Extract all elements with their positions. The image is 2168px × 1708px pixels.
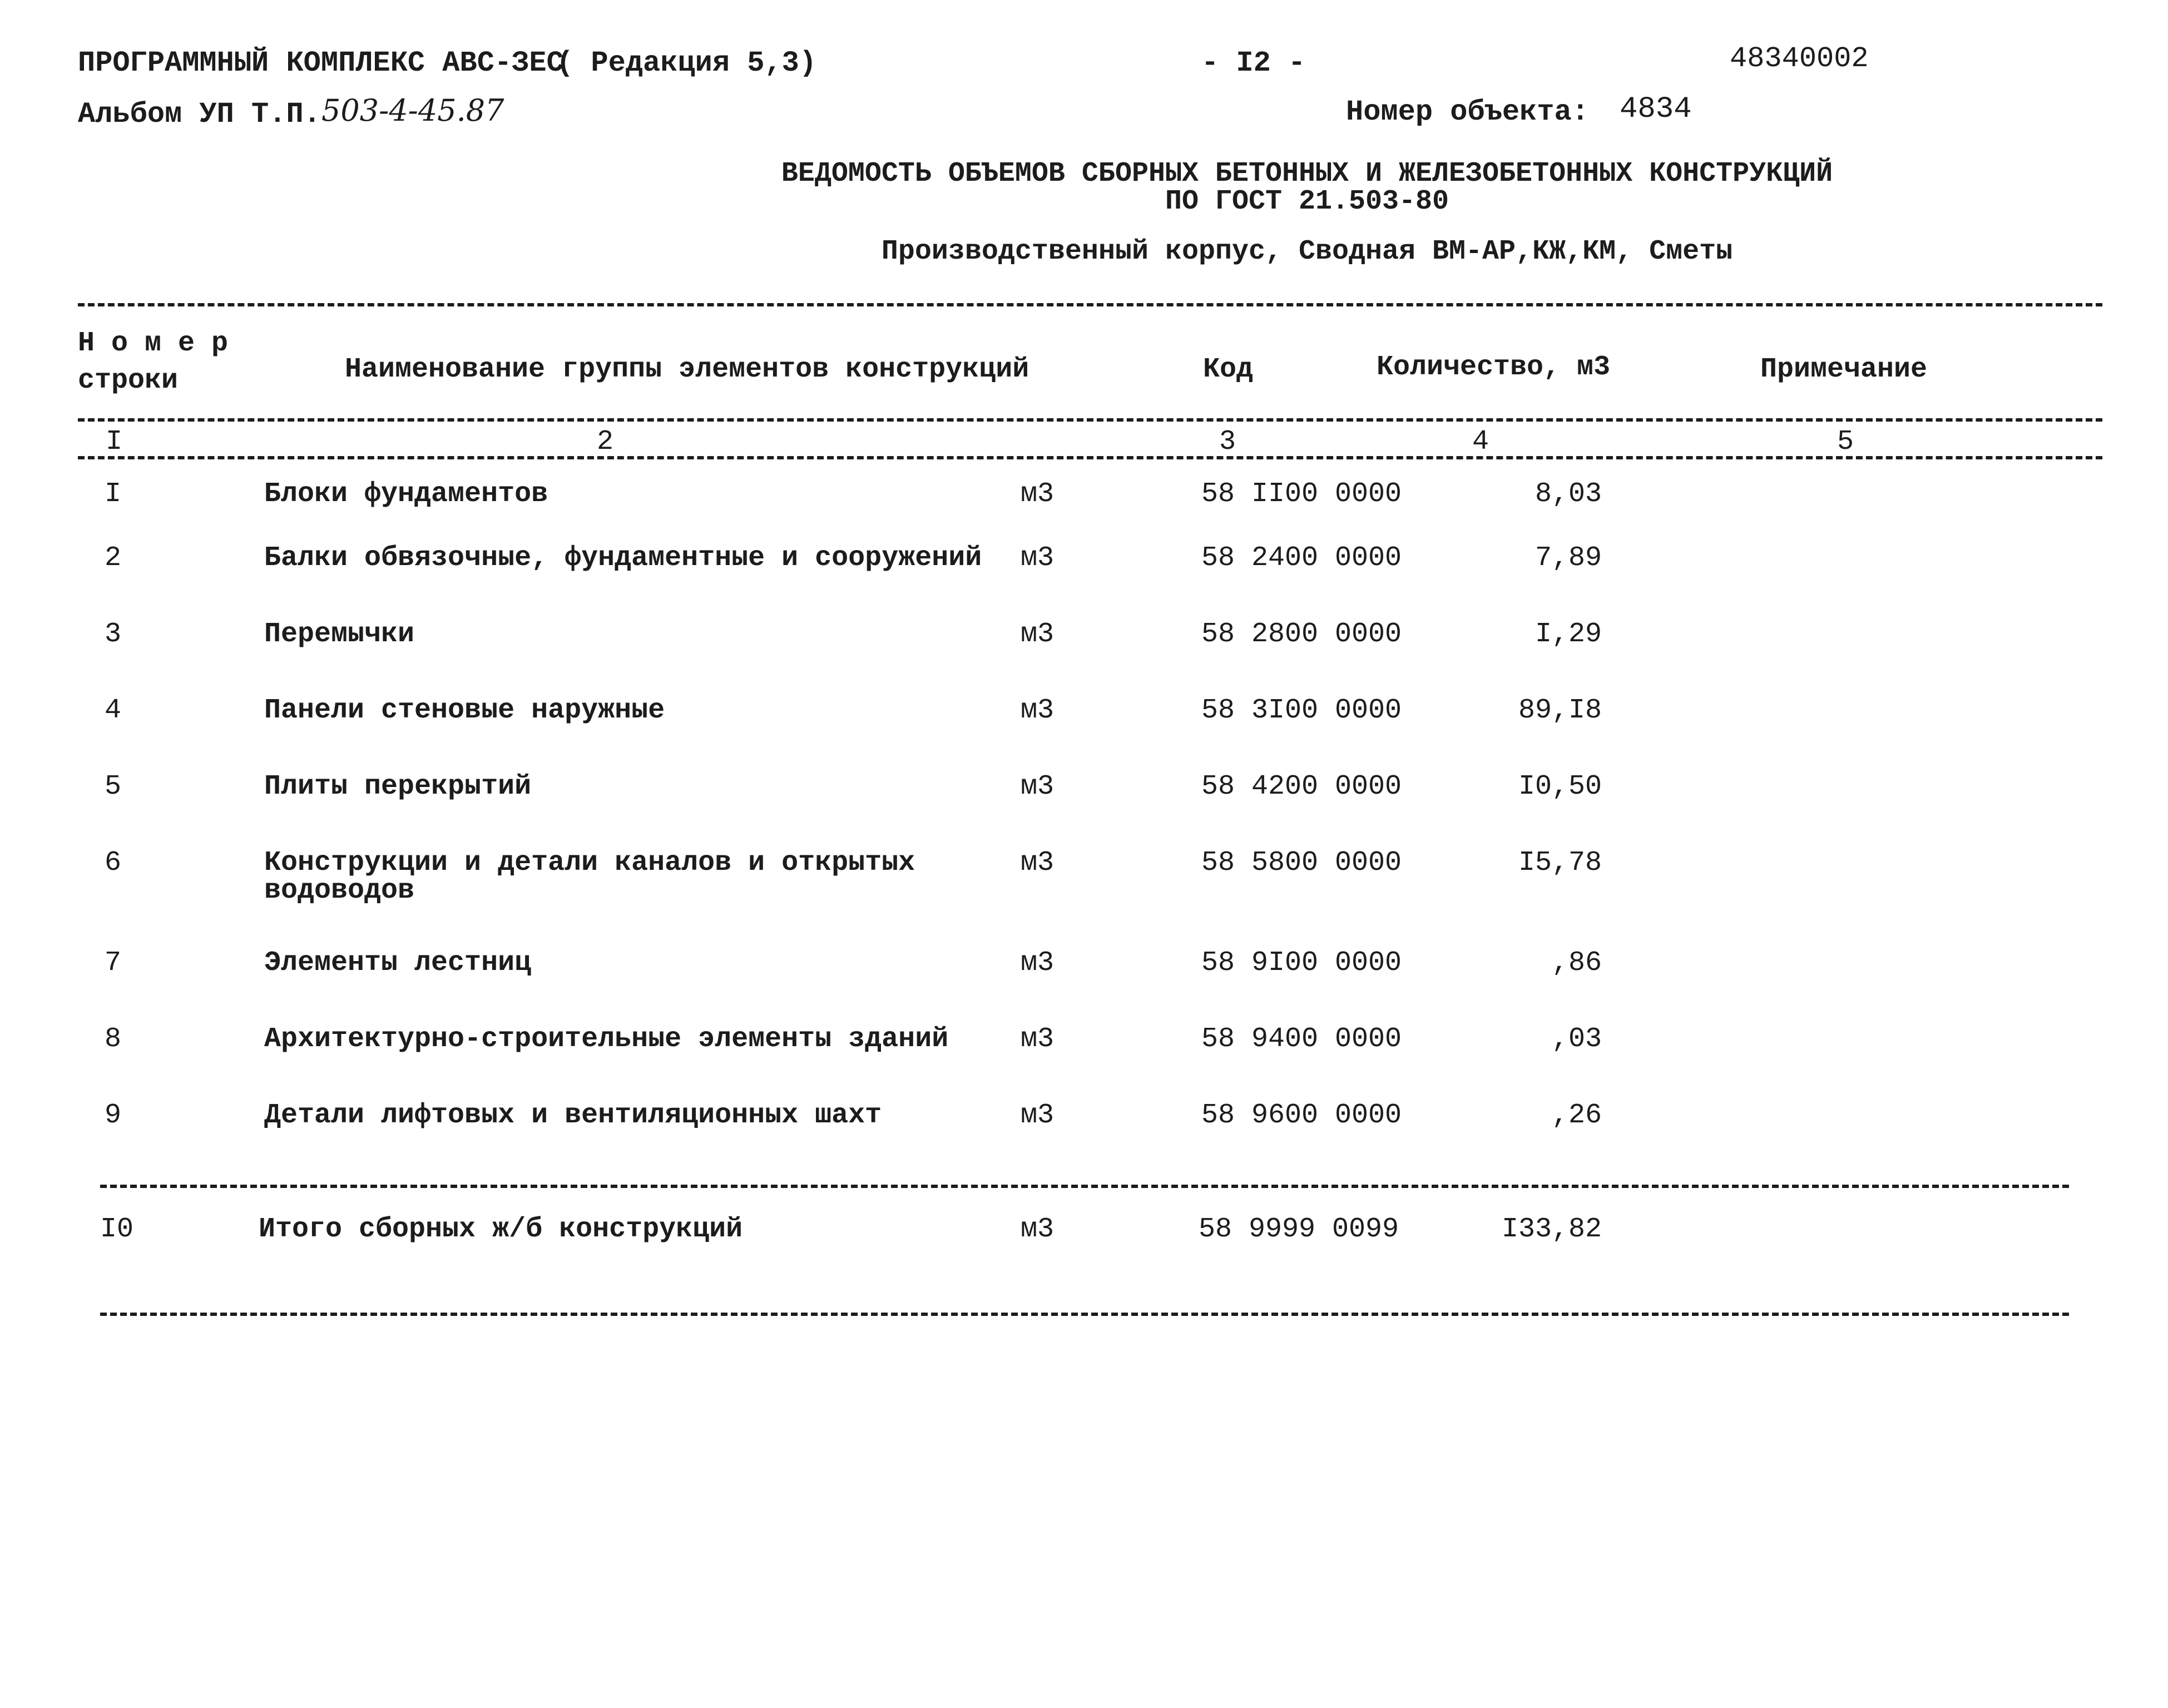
row-1-code: 58 II00 0000 <box>1201 478 1402 510</box>
row-4-unit: м3 <box>1021 695 1055 726</box>
total-code: 58 9999 0099 <box>1199 1214 1399 1245</box>
col-number-2: 2 <box>597 426 614 458</box>
rule-top <box>78 303 2102 306</box>
row-6-qty: I5,78 <box>1518 847 1602 879</box>
row-6-code: 58 5800 0000 <box>1201 847 1402 879</box>
col-number-3: 3 <box>1219 426 1236 458</box>
row-4-name: Панели стеновые наружные <box>264 695 665 726</box>
row-4-qty: 89,I8 <box>1518 695 1602 726</box>
col-number-1: I <box>106 426 123 458</box>
row-3-no: 3 <box>105 618 122 650</box>
header-note: Примечание <box>1760 354 1928 385</box>
row-4-no: 4 <box>105 695 122 726</box>
row-7-qty: ,86 <box>1551 947 1602 979</box>
row-2-qty: 7,89 <box>1535 542 1602 574</box>
row-1-no: I <box>105 478 122 510</box>
row-3-name: Перемычки <box>264 618 415 650</box>
row-8-unit: м3 <box>1021 1023 1055 1055</box>
total-unit: м3 <box>1021 1214 1055 1245</box>
doc-code: 48340002 <box>1730 42 1869 75</box>
header-code: Код <box>1203 354 1254 385</box>
row-9-no: 9 <box>105 1100 122 1131</box>
row-3-unit: м3 <box>1021 618 1055 650</box>
document-title-standard: ПО ГОСТ 21.503-80 <box>1165 186 1449 217</box>
document-subtitle: Производственный корпус, Сводная ВМ-АР,КЖ,КМ, Сметы <box>881 236 1733 268</box>
total-no: I0 <box>100 1214 134 1245</box>
total-qty: I33,82 <box>1501 1214 1602 1245</box>
row-8-qty: ,03 <box>1551 1023 1602 1055</box>
row-3-qty: I,29 <box>1535 618 1602 650</box>
row-9-name: Детали лифтовых и вентиляционных шахт <box>264 1100 882 1131</box>
row-1-qty: 8,03 <box>1535 478 1602 510</box>
row-8-code: 58 9400 0000 <box>1201 1023 1402 1055</box>
row-6-no: 6 <box>105 847 122 879</box>
document-title: ВЕДОМОСТЬ ОБЪЕМОВ СБОРНЫХ БЕТОННЫХ И ЖЕЛЕЗОБЕТОННЫХ КОНСТРУКЦИЙ <box>781 158 1833 190</box>
header-row-no-line1: Н о м е р <box>78 328 229 359</box>
edition-label: ( Редакция 5,3) <box>556 47 817 80</box>
row-7-name: Элементы лестниц <box>264 947 532 979</box>
program-name: ПРОГРАММНЫЙ КОМПЛЕКС АВС-ЗЕС <box>78 47 564 80</box>
row-3-code: 58 2800 0000 <box>1201 618 1402 650</box>
row-1-unit: м3 <box>1021 478 1055 510</box>
col-number-5: 5 <box>1837 426 1854 458</box>
rule-before-total <box>100 1185 2069 1188</box>
header-quantity: Количество, м3 <box>1377 351 1611 383</box>
album-label: Альбом УП Т.П. <box>78 98 321 131</box>
rule-header-bottom <box>78 418 2102 422</box>
row-5-qty: I0,50 <box>1518 771 1602 803</box>
row-5-unit: м3 <box>1021 771 1055 803</box>
object-number: 4834 <box>1620 92 1692 126</box>
row-5-code: 58 4200 0000 <box>1201 771 1402 803</box>
row-8-no: 8 <box>105 1023 122 1055</box>
row-6-name: Конструкции и детали каналов и открытых водоводов <box>264 847 915 907</box>
object-label: Номер объекта: <box>1346 96 1589 128</box>
row-4-code: 58 3I00 0000 <box>1201 695 1402 726</box>
col-number-4: 4 <box>1472 426 1489 458</box>
row-9-code: 58 9600 0000 <box>1201 1100 1402 1131</box>
row-5-no: 5 <box>105 771 122 803</box>
row-1-name: Блоки фундаментов <box>264 478 548 510</box>
row-2-code: 58 2400 0000 <box>1201 542 1402 574</box>
row-2-name: Балки обвязочные, фундаментные и сооружений <box>264 542 982 574</box>
row-9-unit: м3 <box>1021 1100 1055 1131</box>
row-7-no: 7 <box>105 947 122 979</box>
total-name: Итого сборных ж/б конструкций <box>259 1214 743 1245</box>
row-6-unit: м3 <box>1021 847 1055 879</box>
header-name: Наименование группы элементов конструкций <box>345 354 1029 385</box>
row-9-qty: ,26 <box>1551 1100 1602 1131</box>
header-row-no-line2: строки <box>78 365 179 397</box>
row-8-name: Архитектурно-строительные элементы зданий <box>264 1023 949 1055</box>
row-5-name: Плиты перекрытий <box>264 771 532 803</box>
page-number: - I2 - <box>1201 47 1306 80</box>
row-7-code: 58 9I00 0000 <box>1201 947 1402 979</box>
album-number: 503-4-45.87 <box>321 93 504 128</box>
rule-col-numbers-bottom <box>78 456 2102 459</box>
rule-bottom <box>100 1313 2069 1316</box>
row-7-unit: м3 <box>1021 947 1055 979</box>
row-2-unit: м3 <box>1021 542 1055 574</box>
row-2-no: 2 <box>105 542 122 574</box>
